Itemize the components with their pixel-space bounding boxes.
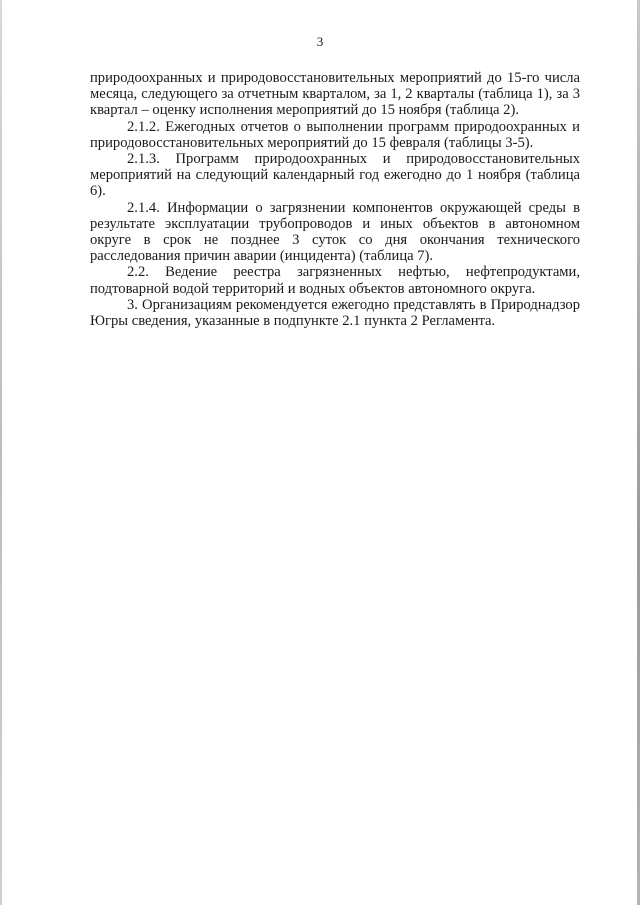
paragraph-continuation: природоохранных и природовосстановительных мероприятий до 15-го числа месяца, следующего за отчетным кварталом, за 1, 2 кварталы (таблица 1), за 3 квартал – оценку исполнения мероприятий до 15 ноября (таблица 2).	[90, 70, 580, 119]
paragraph-3: 3. Организациям рекомендуется ежегодно представлять в Природнадзор Югры сведения, указанные в подпункте 2.1 пункта 2 Регламента.	[90, 296, 580, 330]
paragraph-2-1-4: 2.1.4. Информации о загрязнении компонентов окружающей среды в результате эксплуатации трубопроводов и иных объектов в автономном округе в срок не позднее 3 суток со дня окончания технического расследования причин аварии (инцидента) (таблица 7).	[90, 199, 580, 265]
page-number: 3	[316, 34, 324, 49]
paragraph-2-1-2: 2.1.2. Ежегодных отчетов о выполнении программ природоохранных и природовосстановительных мероприятий до 15 февраля (таблицы 3-5).	[90, 118, 580, 151]
paragraph-2-2: 2.2. Ведение реестра загрязненных нефтью, нефтепродуктами, подтоварной водой территорий и водных объектов автономного округа.	[90, 264, 580, 297]
paragraph-2-1-3: 2.1.3. Программ природоохранных и природовосстановительных мероприятий на следующий календарный год ежегодно до 1 ноября (таблица 6).	[90, 151, 580, 200]
document-body	[90, 70, 580, 329]
scan-left-edge	[0, 0, 2, 905]
